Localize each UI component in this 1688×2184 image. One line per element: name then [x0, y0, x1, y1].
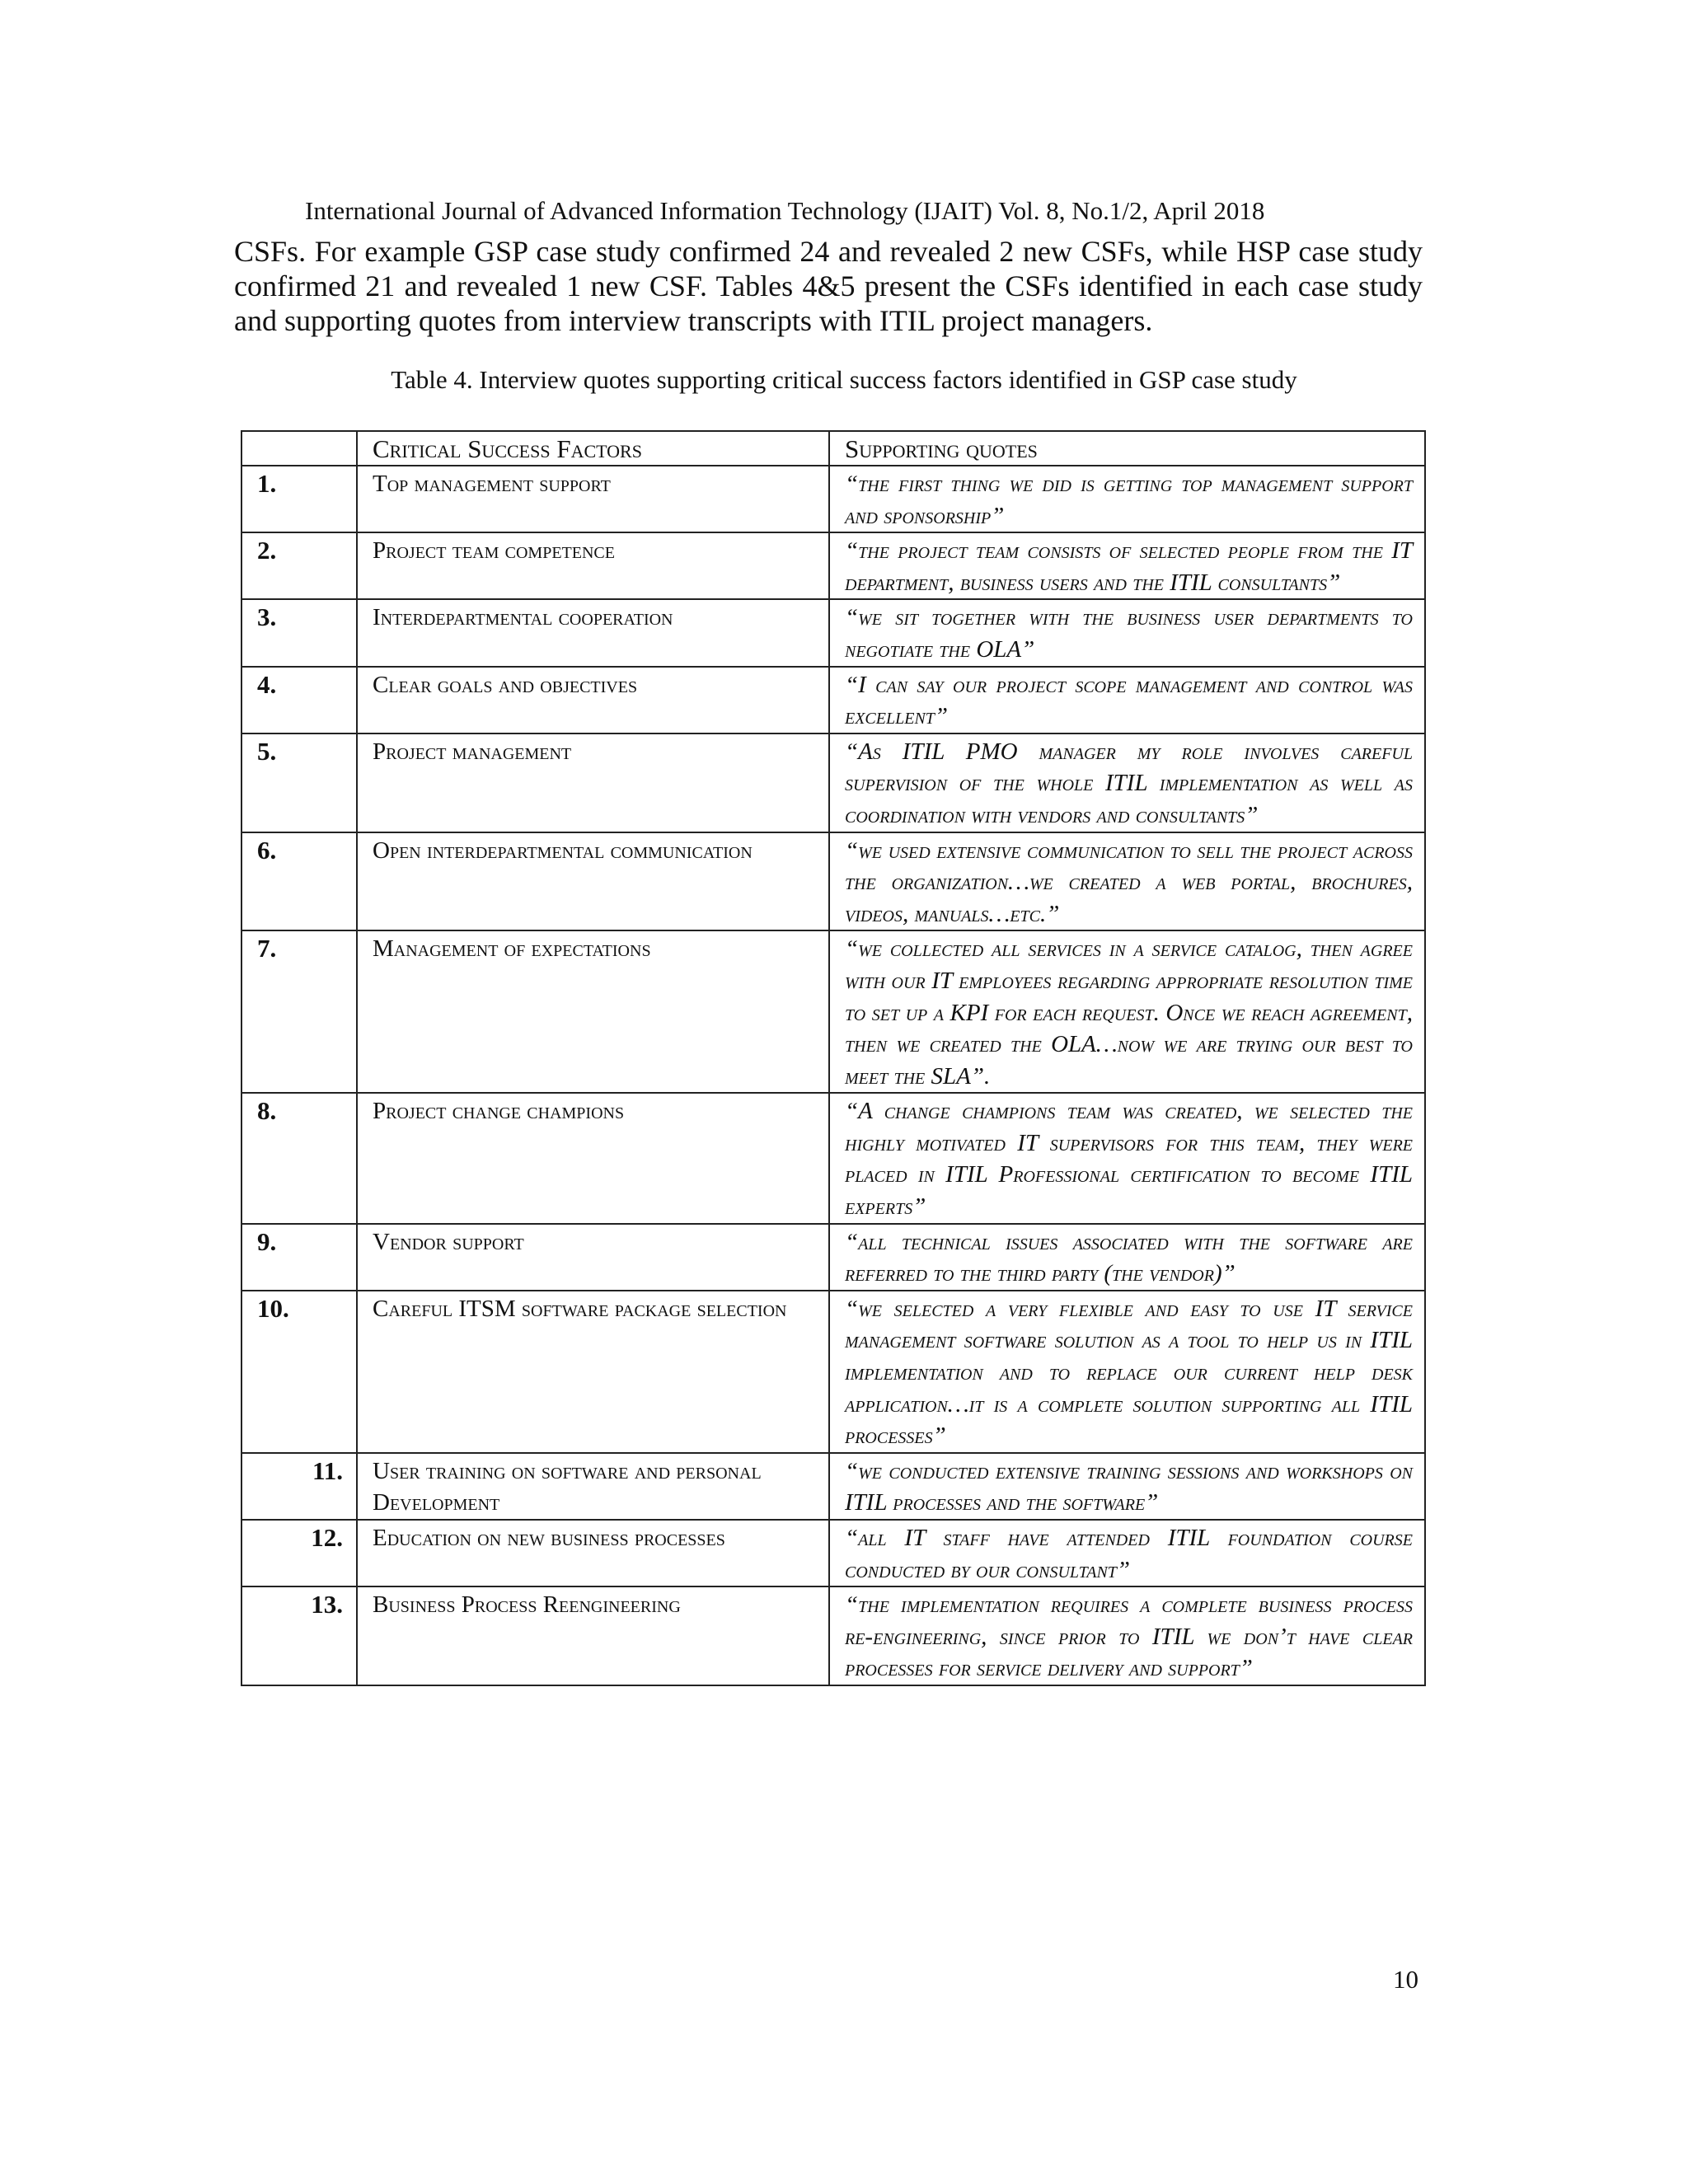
- supporting-quote: “I can say our project scope management and control was excellent”: [829, 667, 1425, 733]
- row-number: 7.: [241, 930, 357, 1093]
- row-number: 3.: [241, 599, 357, 666]
- csf-table: [241, 430, 1426, 1686]
- supporting-quote: “we conducted extensive training sessions and workshops on ITIL processes and the software”: [829, 1453, 1425, 1520]
- supporting-quote: “all technical issues associated with the software are referred to the third party (the vendor)”: [829, 1224, 1425, 1291]
- supporting-quote: “all IT staff have attended ITIL foundation course conducted by our consultant”: [829, 1520, 1425, 1586]
- row-number: 4.: [241, 667, 357, 733]
- table-row: [241, 599, 1425, 666]
- row-number: 2.: [241, 532, 357, 599]
- intro-paragraph: CSFs. For example GSP case study confirmed 24 and revealed 2 new CSFs, while HSP case study confirmed 21 and revealed 1 new CSF. Tables 4&5 present the CSFs identified in each case study and supporting quotes from interview transcripts with ITIL project managers.: [234, 235, 1423, 337]
- table-row: [241, 1291, 1425, 1453]
- critical-success-factor: User training on software and personal Development: [357, 1453, 829, 1520]
- row-number: 1.: [241, 466, 357, 532]
- supporting-quote: “we selected a very flexible and easy to use IT service management software solution as a tool to help us in ITIL implementation and to replace our current help desk application…it is a complete solution supporting all ITIL processes”: [829, 1291, 1425, 1453]
- supporting-quote: “we collected all services in a service catalog, then agree with our IT employees regarding appropriate resolution time to set up a KPI for each request. Once we reach agreement, then we created the OLA…now we are trying our best to meet the SLA”.: [829, 930, 1425, 1093]
- critical-success-factor: Careful ITSM software package selection: [357, 1291, 829, 1453]
- table-row: [241, 1520, 1425, 1586]
- critical-success-factor: Project change champions: [357, 1093, 829, 1223]
- critical-success-factor: Clear goals and objectives: [357, 667, 829, 733]
- table-row: [241, 930, 1425, 1093]
- row-number: 8.: [241, 1093, 357, 1223]
- table-header-row: [241, 431, 1425, 466]
- table-row: [241, 667, 1425, 733]
- supporting-quote: “As ITIL PMO manager my role involves careful supervision of the whole ITIL implementation as well as coordination with vendors and consultants”: [829, 733, 1425, 832]
- supporting-quote: “we used extensive communication to sell the project across the organization…we created a web portal, brochures, videos, manuals…etc.”: [829, 832, 1425, 931]
- row-number: 12.: [241, 1520, 357, 1586]
- table-row: [241, 1453, 1425, 1520]
- row-number: 5.: [241, 733, 357, 832]
- critical-success-factor: Management of expectations: [357, 930, 829, 1093]
- table-row: [241, 1224, 1425, 1291]
- critical-success-factor: Vendor support: [357, 1224, 829, 1291]
- row-number: 11.: [241, 1453, 357, 1520]
- critical-success-factor: Open interdepartmental communication: [357, 832, 829, 931]
- row-number: 6.: [241, 832, 357, 931]
- header-supporting-quotes: Supporting quotes: [829, 431, 1425, 466]
- table-row: [241, 733, 1425, 832]
- row-number: 13.: [241, 1586, 357, 1685]
- header-critical-success-factors: Critical Success Factors: [357, 431, 829, 466]
- header-number: [241, 431, 357, 466]
- critical-success-factor: Business Process Reengineering: [357, 1586, 829, 1685]
- table-body: [241, 466, 1425, 1685]
- page-number: 10: [1393, 1965, 1418, 1994]
- table-row: [241, 1586, 1425, 1685]
- table-row: [241, 832, 1425, 931]
- table-row: [241, 466, 1425, 532]
- table-row: [241, 532, 1425, 599]
- supporting-quote: “the project team consists of selected people from the IT department, business users and the ITIL consultants”: [829, 532, 1425, 599]
- supporting-quote: “the implementation requires a complete business process re-engineering, since prior to ITIL we don’t have clear processes for service delivery and support”: [829, 1586, 1425, 1685]
- critical-success-factor: Project team competence: [357, 532, 829, 599]
- critical-success-factor: Interdepartmental cooperation: [357, 599, 829, 666]
- table-row: [241, 1093, 1425, 1223]
- critical-success-factor: Top management support: [357, 466, 829, 532]
- table-caption: Table 4. Interview quotes supporting critical success factors identified in GSP case study: [391, 365, 1297, 394]
- journal-header: International Journal of Advanced Information Technology (IJAIT) Vol. 8, No.1/2, April 2018: [305, 196, 1265, 225]
- row-number: 9.: [241, 1224, 357, 1291]
- supporting-quote: “the first thing we did is getting top management support and sponsorship”: [829, 466, 1425, 532]
- critical-success-factor: Education on new business processes: [357, 1520, 829, 1586]
- row-number: 10.: [241, 1291, 357, 1453]
- supporting-quote: “we sit together with the business user departments to negotiate the OLA”: [829, 599, 1425, 666]
- critical-success-factor: Project management: [357, 733, 829, 832]
- supporting-quote: “A change champions team was created, we selected the highly motivated IT supervisors for this team, they were placed in ITIL Professional certification to become ITIL experts”: [829, 1093, 1425, 1223]
